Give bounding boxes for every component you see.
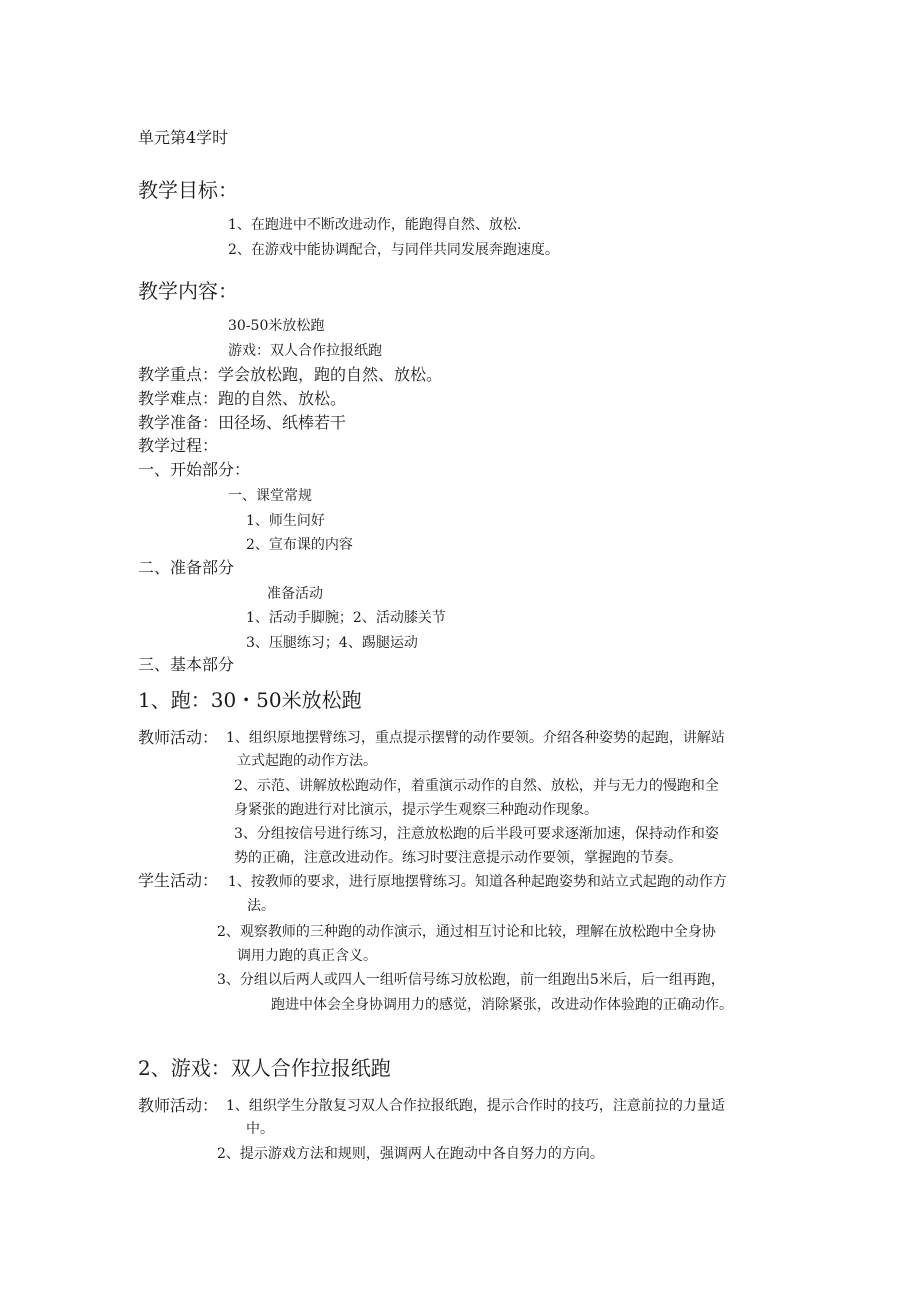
section1-student-line: 2、观察教师的三种跑的动作演示，通过相互讨论和比较，理解在放松跑中全身协: [217, 924, 716, 940]
part1-heading: 一、开始部分：: [138, 460, 251, 479]
section1-student-line: 1、按教师的要求，进行原地摆臂练习。知道各种起跑姿势和站立式起跑的动作方: [228, 874, 727, 890]
section1-teacher-line: 1、组织原地摆臂练习，重点提示摆臂的动作要领。介绍各种姿势的起跑，讲解站: [226, 730, 725, 746]
content-item-1: 30-50米放松跑: [228, 318, 325, 334]
part1-sub: 一、课堂常规: [228, 488, 312, 504]
section1-student-line: 调用力跑的真正含义。: [237, 948, 377, 964]
section1-title: 1、跑：30・50米放松跑: [138, 688, 362, 712]
content-item-2: 游戏：双人合作拉报纸跑: [228, 343, 382, 359]
part1-item-2: 2、宣布课的内容: [246, 537, 353, 553]
section1-teacher-line: 立式起跑的动作方法。: [237, 753, 377, 769]
part2-item-2: 3、压腿练习；4、踢腿运动: [246, 635, 418, 651]
preparation: 教学准备：田径场、纸棒若干: [138, 413, 347, 432]
key-point: 教学重点：学会放松跑，跑的自然、放松。: [138, 365, 443, 384]
section1-teacher-line: 身紧张的跑进行对比演示，提示学生观察三种跑动作现象。: [234, 802, 598, 818]
unit-title: 单元第4学时: [138, 128, 229, 147]
section2-teacher-line: 2、提示游戏方法和规则，强调两人在跑动中各自努力的方向。: [217, 1146, 604, 1162]
section1-teacher-label: 教师活动：: [138, 728, 219, 747]
part2-item-1: 1、活动手脚腕；2、活动膝关节: [246, 610, 446, 626]
section1-teacher-line: 3、分组按信号进行练习，注意放松跑的后半段可要求逐渐加速，保持动作和姿: [234, 826, 719, 842]
objective-item-2: 2、在游戏中能协调配合，与同伴共同发展奔跑速度。: [228, 242, 559, 258]
section1-teacher-line: 势的正确，注意改进动作。练习时要注意提示动作要领，掌握跑的节奏。: [234, 850, 682, 866]
section2-teacher-label: 教师活动：: [138, 1096, 219, 1115]
section1-student-line: 法。: [247, 898, 275, 914]
section2-teacher-line: 1、组织学生分散复习双人合作拉报纸跑，提示合作时的技巧，注意前拉的力量适: [226, 1098, 725, 1114]
content-heading: 教学内容：: [138, 279, 238, 303]
part1-item-1: 1、师生问好: [246, 513, 325, 529]
part2-heading: 二、准备部分: [138, 558, 235, 577]
process-heading: 教学过程：: [138, 436, 219, 455]
section1-student-label: 学生活动：: [138, 871, 219, 890]
section1-teacher-line: 2、示范、讲解放松跑动作，着重演示动作的自然、放松，并与无力的慢跑和全: [234, 778, 719, 794]
difficulty: 教学难点：跑的自然、放松。: [138, 389, 347, 408]
section1-student-line: 跑进中体会全身协调用力的感觉，消除紧张，改进动作体验跑的正确动作。: [271, 997, 733, 1013]
objectives-heading: 教学目标：: [138, 178, 238, 202]
section2-teacher-line: 中。: [246, 1121, 274, 1137]
section1-student-line: 3、分组以后两人或四人一组听信号练习放松跑，前一组跑出5米后，后一组再跑，: [217, 972, 725, 988]
part3-heading: 三、基本部分: [138, 655, 235, 674]
section2-title: 2、游戏：双人合作拉报纸跑: [138, 1056, 391, 1080]
part2-sub: 准备活动: [267, 586, 323, 602]
objective-item-1: 1、在跑进中不断改进动作，能跑得自然、放松.: [228, 217, 522, 233]
